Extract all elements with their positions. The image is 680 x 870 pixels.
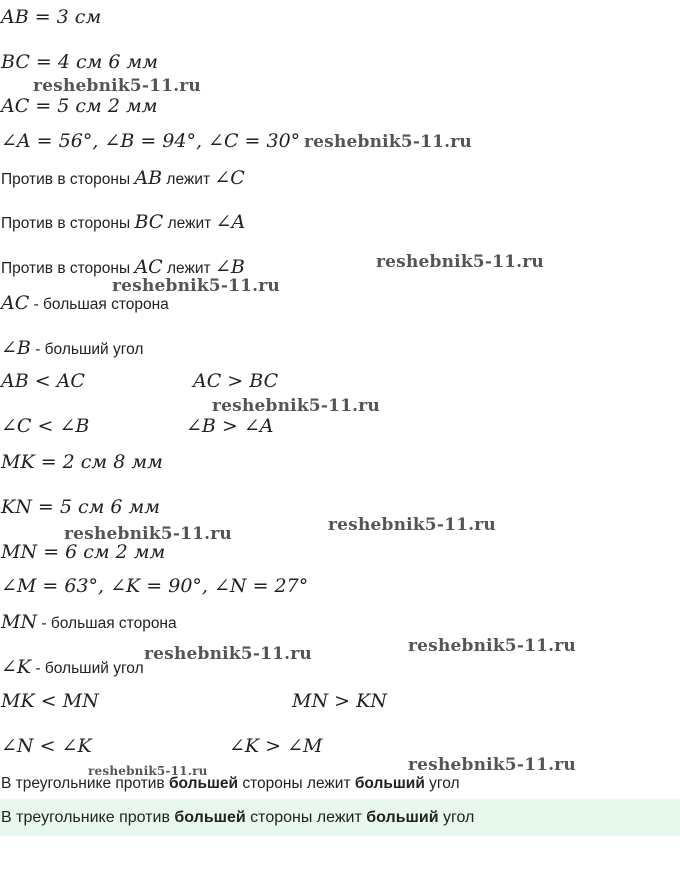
compare-angles-left-2: ∠N < ∠K — [1, 735, 92, 757]
opposite-prefix: Против в стороны — [1, 215, 135, 232]
conclusion-post: угол — [438, 809, 475, 826]
watermark: reshebnik5-11.ru — [304, 132, 472, 152]
watermark: reshebnik5-11.ru — [408, 636, 576, 656]
watermark: reshebnik5-11.ru — [112, 276, 280, 296]
lies-text: лежит — [162, 171, 215, 188]
largest-side-text: - большая сторона — [37, 615, 177, 632]
side-label: AC — [1, 292, 30, 314]
side-ab: AB = 3 см — [1, 6, 102, 28]
side-label: AC — [134, 256, 163, 278]
compare-angles-right: ∠B > ∠A — [186, 415, 274, 437]
watermark: reshebnik5-11.ru — [33, 76, 201, 96]
largest-side-mkn — [1, 613, 177, 632]
compare-sides-left: AB < AC — [1, 370, 85, 392]
watermark: reshebnik5-11.ru — [376, 252, 544, 272]
largest-angle-abc — [1, 339, 143, 358]
lies-text: лежит — [163, 215, 216, 232]
side-label: BC — [134, 211, 164, 233]
largest-side-text: - большая сторона — [29, 296, 169, 313]
angle-label: ∠K — [1, 656, 32, 678]
lies-text: лежит — [162, 260, 215, 277]
watermark: reshebnik5-11.ru — [144, 644, 312, 664]
opposite-prefix: Против в стороны — [1, 171, 135, 188]
conclusion-bold-1: большей — [174, 809, 246, 826]
conclusion-mid: стороны лежит — [238, 775, 355, 792]
angle-label: ∠B — [1, 337, 31, 359]
side-label: MN — [1, 611, 38, 633]
watermark: reshebnik5-11.ru — [212, 396, 380, 416]
angle-label: ∠A — [215, 211, 246, 233]
opposite-prefix: Против в стороны — [1, 260, 135, 277]
opposite-ab-line — [1, 169, 245, 188]
angle-label: ∠B — [214, 256, 245, 278]
conclusion-highlight — [0, 799, 680, 836]
conclusion-bold-1: большей — [168, 775, 239, 792]
compare-sides-left-2: MK < MN — [1, 690, 99, 712]
largest-angle-text: - больший угол — [31, 660, 144, 677]
compare-sides-right: AC > BC — [193, 370, 279, 392]
compare-angles-left: ∠C < ∠B — [1, 415, 90, 437]
largest-angle-mkn — [1, 658, 144, 677]
compare-angles-right-2: ∠K > ∠M — [229, 735, 323, 757]
watermark: reshebnik5-11.ru — [408, 755, 576, 775]
conclusion-pre: В треугольнике против — [1, 809, 175, 826]
conclusion-bold-2: больший — [366, 809, 439, 826]
side-bc: BC = 4 см 6 мм — [1, 51, 159, 73]
watermark: reshebnik5-11.ru — [328, 515, 496, 535]
conclusion-post: угол — [424, 775, 460, 792]
conclusion-pre: В треугольнике против — [1, 775, 169, 792]
largest-side-abc — [1, 294, 169, 313]
compare-sides-right-2: MN > KN — [292, 690, 387, 712]
conclusion-mid: стороны лежит — [245, 809, 367, 826]
side-mn: MN = 6 см 2 мм — [1, 541, 166, 563]
angles-abc: ∠A = 56°, ∠B = 94°, ∠C = 30° — [1, 130, 301, 152]
angle-label: ∠C — [214, 167, 245, 189]
side-label: AB — [134, 167, 163, 189]
watermark: reshebnik5-11.ru — [64, 524, 232, 544]
watermark: reshebnik5-11.ru — [88, 764, 208, 778]
conclusion-text — [1, 776, 460, 792]
largest-angle-text: - больший угол — [30, 341, 144, 358]
side-ac: AC = 5 см 2 мм — [1, 95, 158, 117]
side-kn: KN = 5 см 6 мм — [1, 496, 161, 518]
conclusion-bold-2: больший — [354, 775, 425, 792]
side-mk: MK = 2 см 8 мм — [1, 451, 163, 473]
opposite-bc-line — [1, 213, 245, 232]
opposite-ac-line — [1, 258, 245, 277]
angles-mkn: ∠M = 63°, ∠K = 90°, ∠N = 27° — [1, 575, 309, 597]
